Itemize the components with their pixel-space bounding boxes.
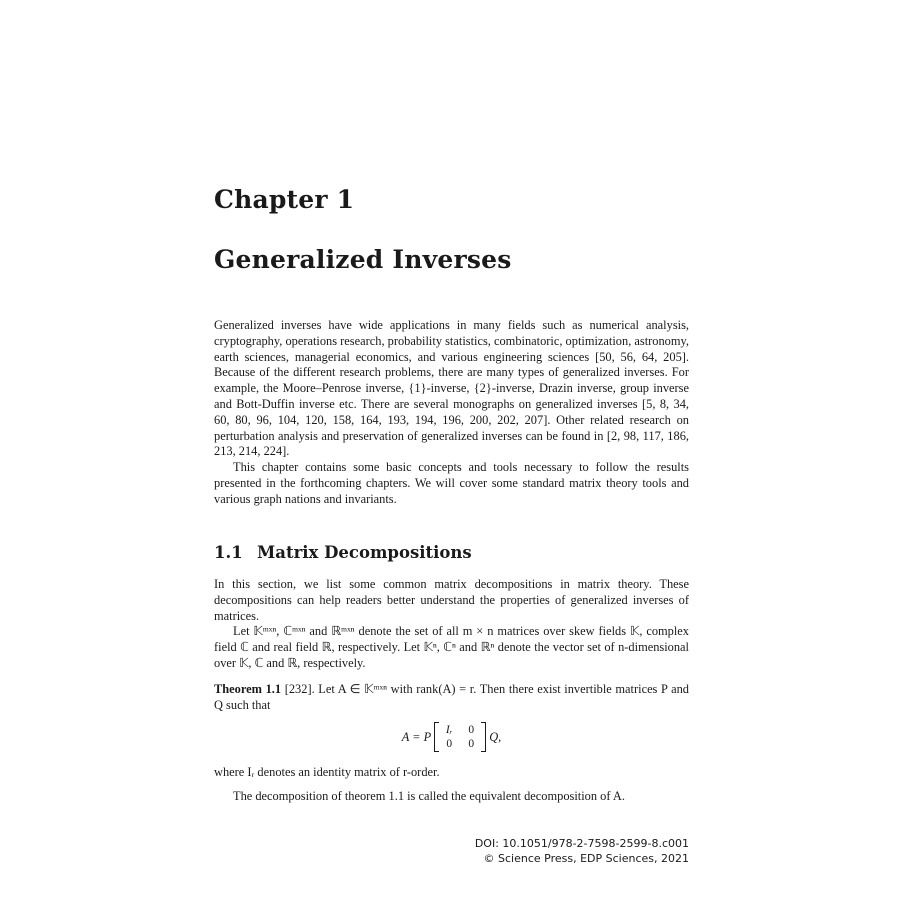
matrix-cell-22: 0 bbox=[468, 738, 475, 750]
section-heading bbox=[214, 543, 472, 562]
closing-text bbox=[214, 789, 689, 805]
theorem-text: [232]. Let A ∈ 𝕂ᵐˣⁿ with rank(A) = r. Then there exist invertible matrices P and Q such that bbox=[214, 682, 689, 712]
chapter-title: Generalized Inverses bbox=[214, 245, 512, 274]
doi-text: DOI: 10.1051/978-2-7598-2599-8.c001 bbox=[474, 837, 689, 850]
block-matrix bbox=[434, 722, 486, 752]
section-paragraph-2: Let 𝕂ᵐˣⁿ, ℂᵐˣⁿ and ℝᵐˣⁿ denote the set of all m × n matrices over skew fields 𝕂, complex field ℂ and real field ℝ, respectively. Let 𝕂ⁿ, ℂⁿ and ℝⁿ denote the vector set of n-dimensional over 𝕂, ℂ and ℝ, respectively. bbox=[214, 624, 689, 670]
matrix-cell-11: Iᵣ bbox=[445, 724, 453, 736]
equation-lhs: A = P bbox=[401, 729, 432, 744]
copyright-text: © Science Press, EDP Sciences, 2021 bbox=[483, 852, 689, 865]
equation-rhs: Q, bbox=[489, 729, 502, 744]
matrix-cell-21: 0 bbox=[446, 738, 453, 750]
section-title: Matrix Decompositions bbox=[257, 543, 472, 562]
matrix-cell-12: 0 bbox=[468, 724, 475, 736]
chapter-label: Chapter 1 bbox=[214, 185, 355, 214]
equation bbox=[214, 722, 689, 752]
intro-paragraph-1: Generalized inverses have wide applications in many fields such as numerical analysis, cryptography, operations research, probability statistics, combinatoric, optimization, astronomy, earth sciences, managerial economics, and various engineering sciences [50, 56, 64, 205]. Because of the different research problems, there are many types of generalized inverses. For example, the Moore–Penrose inverse, {1}-inverse, {2}-inverse, Drazin inverse, group inverse and Bott-Duffin inverse etc. There are several monographs on generalized inverses [5, 8, 34, 60, 80, 96, 104, 120, 158, 164, 193, 194, 196, 200, 202, 207]. Other related research on perturbation analysis and preservation of generalized inverses can be found in [2, 98, 117, 186, 213, 214, 224]. bbox=[214, 318, 689, 459]
after-equation-paragraph: where Iᵣ denotes an identity matrix of r-order. bbox=[214, 765, 440, 779]
after-equation-text bbox=[214, 765, 689, 781]
intro-paragraph-2: This chapter contains some basic concepts and tools necessary to follow the results presented in the forthcoming chapters. We will cover some standard matrix theory tools and various graph nations and invariants. bbox=[214, 460, 689, 506]
footer bbox=[475, 836, 689, 866]
theorem-block bbox=[214, 682, 689, 714]
section-body bbox=[214, 577, 689, 672]
closing-paragraph: The decomposition of theorem 1.1 is called the equivalent decomposition of A. bbox=[233, 789, 625, 803]
theorem-label: Theorem 1.1 bbox=[214, 682, 282, 696]
section-paragraph-1: In this section, we list some common matrix decompositions in matrix theory. These decompositions can help readers better understand the properties of generalized inverses of matrices. bbox=[214, 577, 689, 623]
section-number: 1.1 bbox=[214, 543, 243, 562]
intro-section bbox=[214, 318, 689, 508]
